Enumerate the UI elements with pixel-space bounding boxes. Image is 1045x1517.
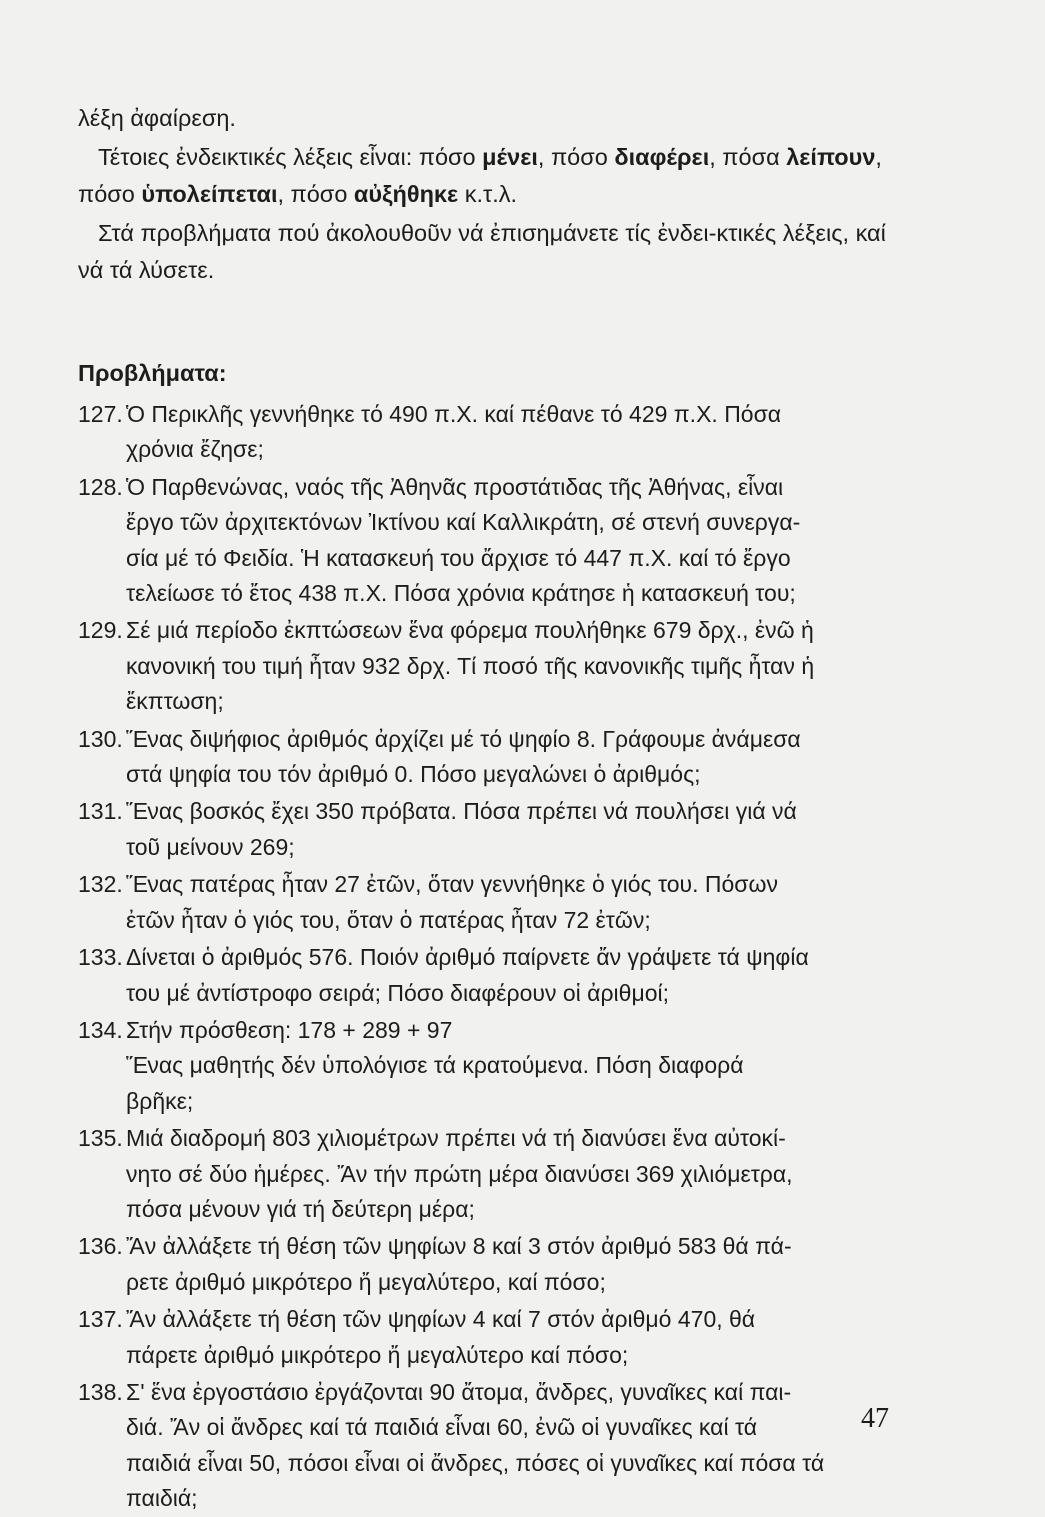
problem-text-line: Ὁ Περικλῆς γεννήθηκε τό 490 π.Χ. καί πέθανε τό 429 π.Χ. Πόσα xyxy=(126,401,782,427)
problem-text-line: κανονική του τιμή ἦταν 932 δρχ. Τί ποσό τῆς κανονικῆς τιμῆς ἦταν ἡ xyxy=(126,652,815,679)
problem-number: 129. xyxy=(78,617,123,644)
problem-text-line: ρετε ἀριθμό μικρότερο ἤ μεγαλύτερο, καί πόσο; xyxy=(126,1268,606,1295)
problem-number: 135. xyxy=(78,1125,123,1152)
problems-heading: Προβλήματα: xyxy=(78,360,227,386)
keyword-menei: μένει xyxy=(482,144,538,170)
keyword-ypoleipetai: ὑπολείπεται xyxy=(141,181,278,207)
intro-indicative-words: Τέτοιες ἐνδεικτικές λέξεις εἶναι: πόσο μένει, πόσο διαφέρει, πόσα λείπουν, πόσο ὑπολείπεται, πόσο αὐξήθηκε κ.τ.λ. xyxy=(78,144,882,207)
problem-text xyxy=(126,397,895,468)
problem-text-line: ἔργο τῶν ἀρχιτεκτόνων Ἰκτίνου καί Καλλικράτη, σέ στενή συνεργα- xyxy=(126,509,801,536)
problem-text-line: Ἕνας μαθητής δέν ὑπολόγισε τά κρατούμενα. Πόση διαφορά xyxy=(126,1052,744,1079)
problem-text-line: σία μέ τό Φειδία. Ἡ κατασκευή του ἄρχισε τό 447 π.Χ. καί τό ἔργο xyxy=(126,544,791,571)
problem-text-line: Ἄν ἀλλάξετε τή θέση τῶν ψηφίων 8 καί 3 στόν ἀριθμό 583 θά πά- xyxy=(126,1233,792,1260)
problem-text xyxy=(126,722,895,793)
problem-item xyxy=(78,940,895,1011)
problem-text-line: Ἄν ἀλλάξετε τή θέση τῶν ψηφίων 4 καί 7 στόν ἀριθμό 470, θά xyxy=(126,1306,756,1333)
problems-list xyxy=(78,397,895,1517)
problem-text xyxy=(126,794,895,865)
keyword-afksithike: αὐξήθηκε xyxy=(353,181,459,207)
problem-text xyxy=(126,940,895,1011)
problem-text-line: Ἕνας βοσκός ἔχει 350 πρόβατα. Πόσα πρέπει νά πουλήσει γιά νά xyxy=(126,798,797,825)
problem-text-line: Ὁ Παρθενώνας, ναός τῆς Ἀθηνᾶς προστάτιδας τῆς Ἀθήνας, εἶναι xyxy=(126,473,784,500)
keyword-diaferei: διαφέρει xyxy=(614,144,710,170)
intro-instructions: Στά προβλήματα πού ἀκολουθοῦν νά ἐπισημάνετε τίς ἐνδει-κτικές λέξεις, καί νά τά λύσετε. xyxy=(78,220,886,283)
problem-text xyxy=(126,1302,895,1373)
problem-item xyxy=(78,867,895,938)
problem-text-line: διά. Ἄν οἱ ἄνδρες καί τά παιδιά εἶναι 60, ἐνῶ οἱ γυναῖκες καί τά xyxy=(126,1414,758,1441)
problem-item xyxy=(78,1013,895,1119)
problem-text-line: τοῦ μείνουν 269; xyxy=(126,833,295,860)
keyword-leipoun: λείπουν xyxy=(786,144,876,170)
problem-text-line: Ἕνας πατέρας ἦταν 27 ἐτῶν, ὅταν γεννήθηκε ὁ γιός του. Πόσων xyxy=(126,871,778,898)
problem-text-line: ἐτῶν ἦταν ὁ γιός του, ὅταν ὁ πατέρας ἦταν 72 ἐτῶν; xyxy=(126,906,651,933)
problem-text xyxy=(126,1121,895,1227)
problem-item xyxy=(78,1229,895,1300)
problem-text-line: νητο σέ δύο ἡμέρες. Ἄν τήν πρώτη μέρα διανύσει 369 χιλιόμετρα, xyxy=(126,1160,793,1187)
problem-text-line: Στήν πρόσθεση: 178 + 289 + 97 xyxy=(126,1016,453,1043)
problem-number: 127. xyxy=(78,401,123,427)
problem-text-line: Σ' ἕνα ἐργοστάσιο ἐργάζονται 90 ἄτομα, ἄνδρες, γυναῖκες καί παι- xyxy=(126,1378,792,1405)
problem-item xyxy=(78,794,895,865)
intro-line-1: λέξη ἀφαίρεση. xyxy=(78,105,236,131)
problem-text xyxy=(126,1229,895,1300)
problem-text-line: του μέ ἀντίστροφο σειρά; Πόσο διαφέρουν οἱ ἀριθμοί; xyxy=(126,979,669,1006)
page-number: 47 xyxy=(861,1403,889,1434)
problem-item xyxy=(78,1302,895,1373)
problem-text-line: στά ψηφία του τόν ἀριθμό 0. Πόσο μεγαλώνει ὁ ἀριθμός; xyxy=(126,761,701,788)
problem-item xyxy=(78,1121,895,1227)
problem-text-line: τελείωσε τό ἔτος 438 π.Χ. Πόσα χρόνια κράτησε ἡ κατασκευή του; xyxy=(126,580,796,607)
problem-text-line: βρῆκε; xyxy=(126,1087,194,1114)
problem-text-line: χρόνια ἔζησε; xyxy=(126,436,264,463)
problem-text-line: Δίνεται ὁ ἀριθμός 576. Ποιόν ἀριθμό παίρνετε ἄν γράψετε τά ψηφία xyxy=(126,944,809,971)
problem-item xyxy=(78,470,895,612)
problem-item xyxy=(78,1375,895,1517)
problem-text-line: Σέ μιά περίοδο ἐκπτώσεων ἕνα φόρεμα πουλήθηκε 679 δρχ., ἐνῶ ἡ xyxy=(126,617,814,644)
problem-text-line: ἔκπτωση; xyxy=(126,688,224,715)
problem-text xyxy=(126,613,895,719)
problem-text xyxy=(126,470,895,612)
problem-text-line: πόσα μένουν γιά τή δεύτερη μέρα; xyxy=(126,1195,475,1222)
problem-number: 134. xyxy=(78,1016,123,1043)
problem-text-line: Μιά διαδρομή 803 χιλιομέτρων πρέπει νά τή διανύσει ἕνα αὐτοκί- xyxy=(126,1125,786,1152)
problem-number: 138. xyxy=(78,1378,123,1405)
problem-number: 130. xyxy=(78,725,123,752)
problem-text-line: παιδιά εἶναι 50, πόσοι εἶναι οἱ ἄνδρες, πόσες οἱ γυναῖκες καί πόσα τά xyxy=(126,1449,825,1476)
problem-number: 136. xyxy=(78,1233,123,1260)
problem-number: 131. xyxy=(78,798,123,825)
problem-number: 133. xyxy=(78,944,123,971)
problem-text xyxy=(126,1375,895,1517)
problem-number: 137. xyxy=(78,1306,123,1333)
problem-text-line: παιδιά; xyxy=(126,1485,198,1512)
problem-item xyxy=(78,722,895,793)
problem-text xyxy=(126,867,895,938)
problem-item xyxy=(78,397,895,468)
problem-number: 128. xyxy=(78,473,123,500)
problem-text xyxy=(126,1013,895,1119)
problem-number: 132. xyxy=(78,871,123,898)
problem-text-line: πάρετε ἀριθμό μικρότερο ἤ μεγαλύτερο καί πόσο; xyxy=(126,1341,629,1368)
problem-text-line: Ἕνας διψήφιος ἀριθμός ἀρχίζει μέ τό ψηφίο 8. Γράφουμε ἀνάμεσα xyxy=(126,725,801,752)
problem-item xyxy=(78,613,895,719)
